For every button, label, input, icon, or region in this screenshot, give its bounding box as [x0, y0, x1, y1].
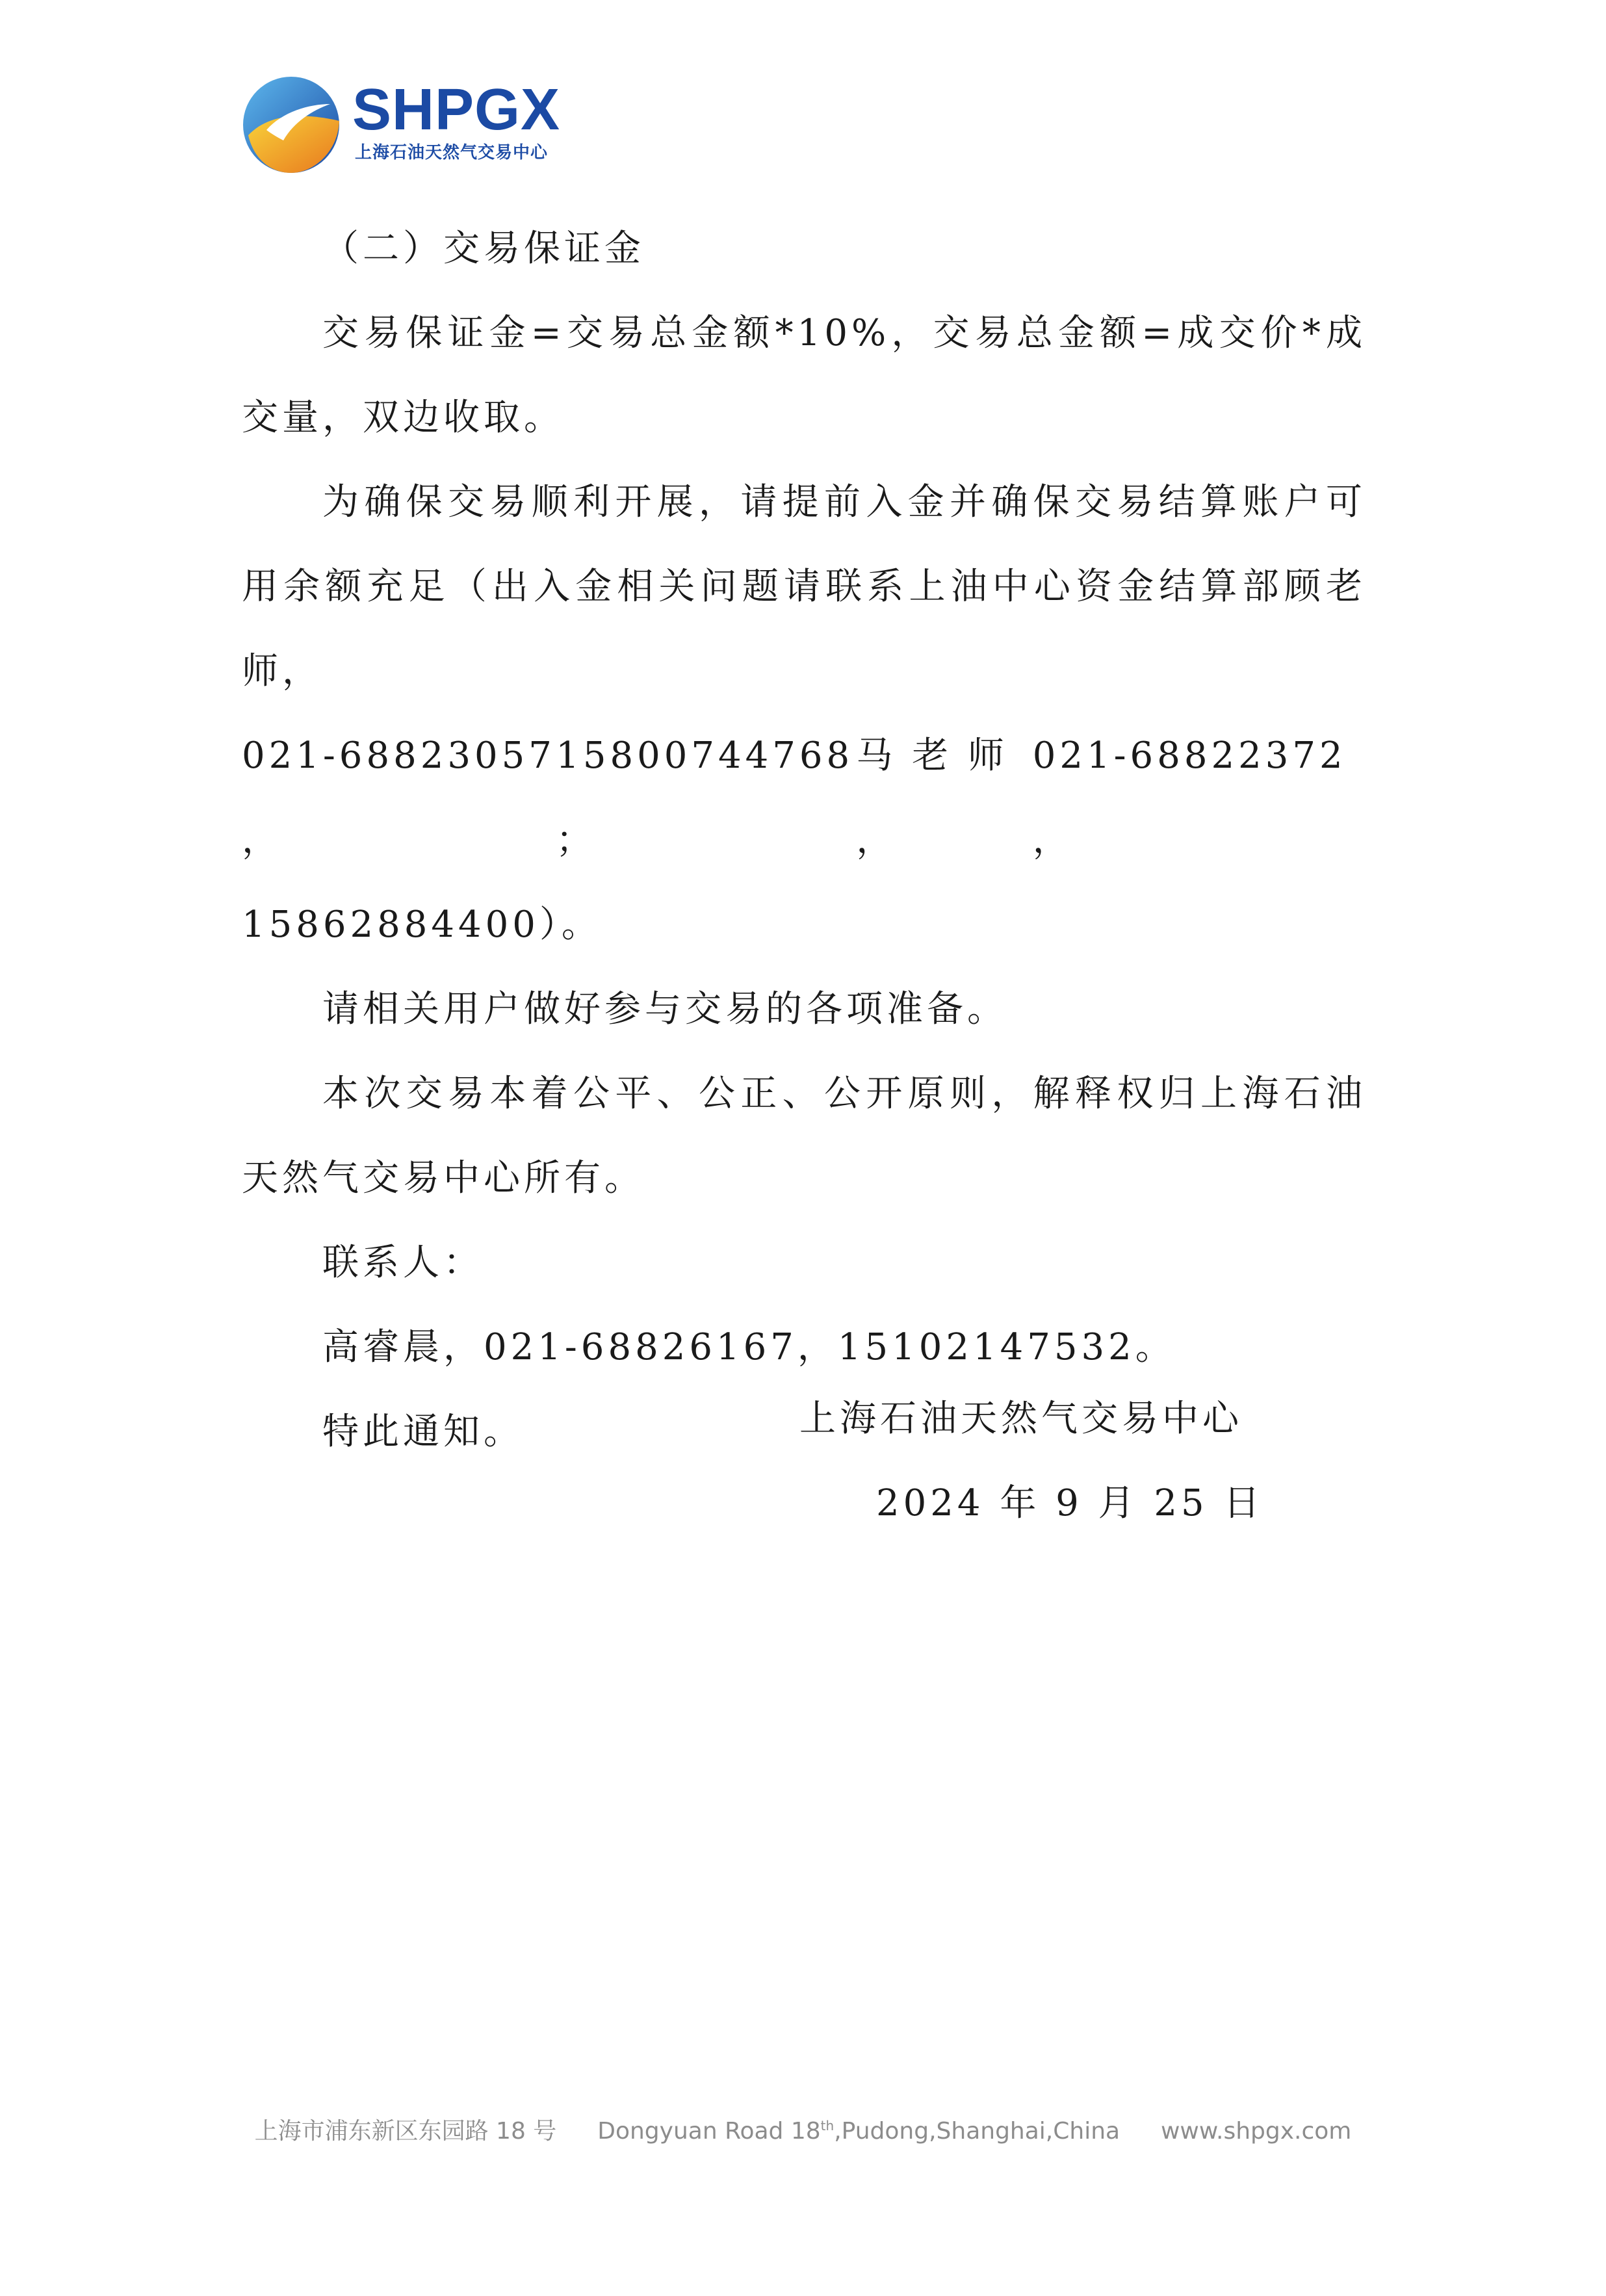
phone-number: 15800744768 ；	[556, 735, 854, 861]
footer-address-en	[597, 2118, 1120, 2145]
phone-number-tail: 15862884400）。	[242, 904, 602, 946]
paragraph-funding-intro: 为确保交易顺利开展，请提前入金并确保交易结算账户可用余额充足（出入金相关问题请联系上油中心资金结算部顾老师，	[242, 481, 1366, 692]
section-heading: （二）交易保证金	[322, 228, 645, 270]
footer-address-en-rest: ,Pudong,Shanghai,China	[834, 2118, 1120, 2145]
contact-person: 高睿晨，021-68826167，15102147532。	[322, 1326, 1176, 1368]
phone-numbers-line	[242, 714, 1347, 883]
logo-subtitle: 上海石油天然气交易中心	[355, 143, 549, 163]
shpgx-logo	[242, 74, 567, 178]
paragraph-principles: 本次交易本着公平、公正、公开原则，解释权归上海石油天然气交易中心所有。	[242, 1073, 1366, 1199]
footer-address-en-main: Dongyuan Road 18	[597, 2118, 821, 2145]
footer-address-cn: 上海市浦东新区东园路 18 号	[254, 2118, 557, 2145]
phone-number: 021-68823057 ，	[242, 735, 556, 861]
paragraph-margin-formula: 交易保证金=交易总金额*10%，交易总金额=成交价*成交量，双边收取。	[242, 312, 1366, 439]
notice-body	[242, 207, 1366, 1474]
footer-address-en-sup: th	[820, 2118, 835, 2133]
logo-wordmark: SHPGX	[352, 77, 561, 142]
shpgx-logo-mark-icon	[242, 75, 341, 174]
contact-label: 联系人：	[322, 1242, 484, 1284]
closing-line: 特此通知。	[322, 1411, 524, 1453]
signature-block	[799, 1377, 1319, 1546]
signature-date: 2024 年 9 月 25 日	[876, 1482, 1264, 1524]
footer-website: www.shpgx.com	[1160, 2118, 1352, 2145]
page-footer	[0, 2109, 1606, 2148]
paragraph-preparation: 请相关用户做好参与交易的各项准备。	[322, 988, 1007, 1030]
signature-org: 上海石油天然气交易中心	[799, 1398, 1243, 1440]
phone-number: 021-68822372 ，	[1032, 735, 1347, 861]
contact-name: 马 老 师 ，	[856, 735, 1008, 861]
